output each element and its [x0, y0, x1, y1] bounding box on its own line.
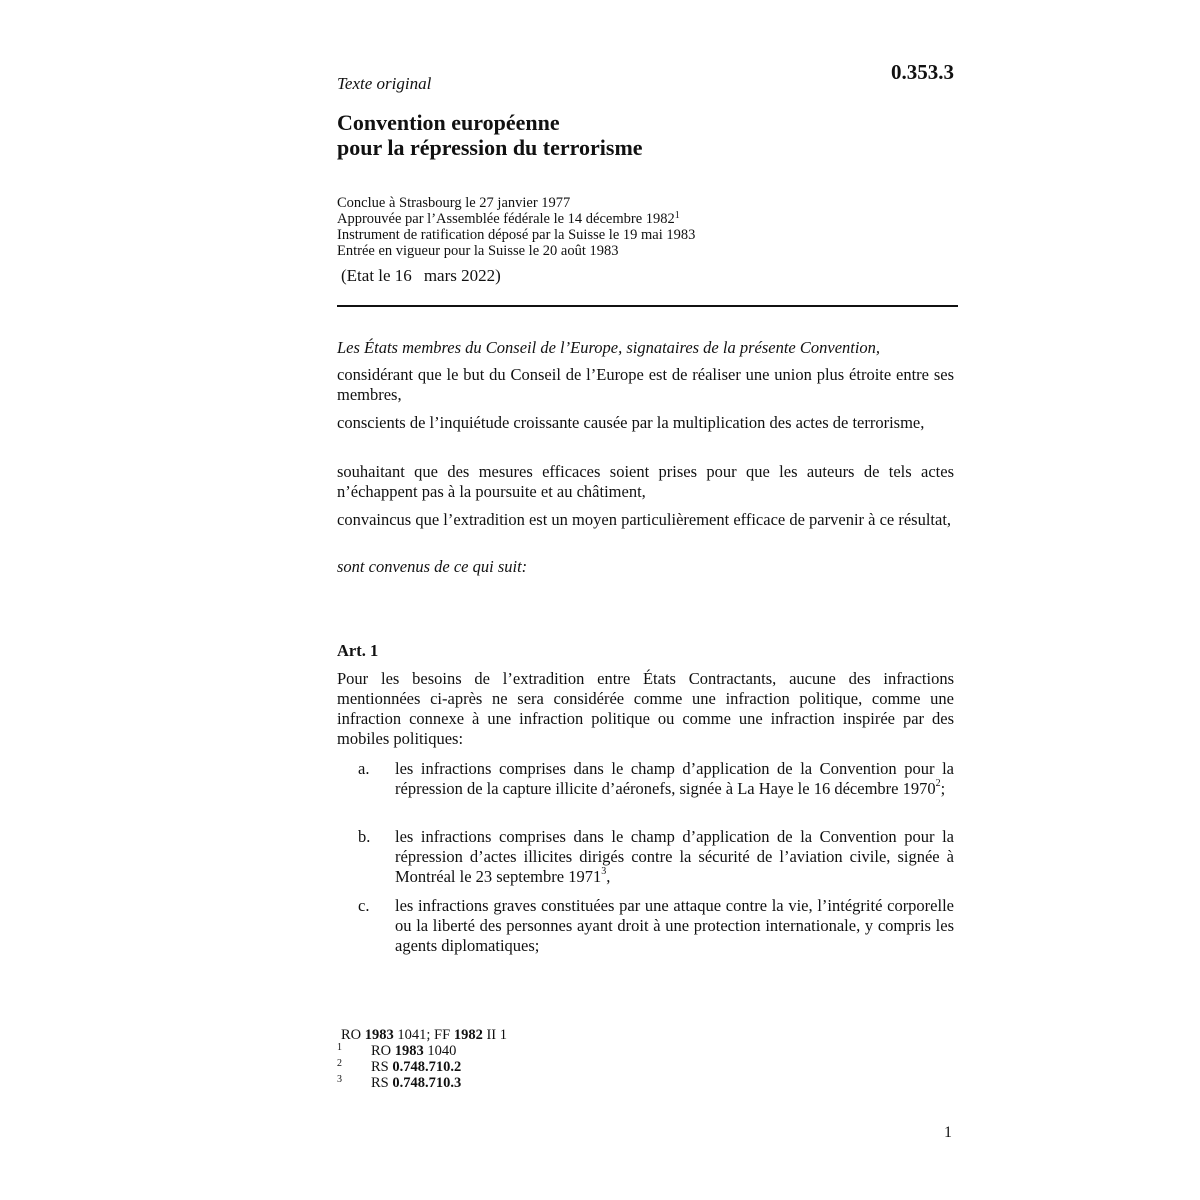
footnote-ref-3[interactable]: 3: [601, 866, 607, 877]
source-ro-label: RO: [341, 1027, 362, 1043]
footnote-ref-1[interactable]: 1: [674, 210, 680, 221]
state-date-part-a: (Etat le 16: [341, 266, 412, 285]
footnote-ref-2[interactable]: 2: [935, 778, 941, 789]
preamble-closing: sont convenus de ce qui suit:: [337, 557, 528, 576]
meta-approved-text: Approuvée par l’Assemblée fédérale le 14 décembre 1982: [337, 211, 675, 227]
preamble-intro: Les États membres du Conseil de l’Europe, signataires de la présente Convention,: [337, 338, 881, 357]
list-item-text: [395, 827, 954, 887]
adoption-metadata: [337, 195, 695, 259]
list-marker: a.: [358, 759, 370, 778]
footnote-prefix: RS: [371, 1059, 389, 1075]
list-item: [358, 827, 954, 887]
document-title: [337, 110, 643, 160]
article-1-heading: Art. 1: [337, 641, 379, 660]
meta-concluded: Conclue à Strasbourg le 27 janvier 1977: [337, 195, 571, 211]
state-date-part-b: mars 2022): [423, 266, 501, 285]
list-marker: c.: [358, 896, 370, 915]
footnote-number: 2: [337, 1058, 342, 1069]
meta-approved: [337, 211, 695, 227]
source-ff-year: 1982: [453, 1027, 483, 1043]
source-ff-label: 1041; FF: [397, 1027, 451, 1043]
title-line-1: Convention européenne: [337, 110, 560, 135]
header-divider: [337, 305, 958, 307]
footnote-reference[interactable]: 1983: [394, 1043, 424, 1059]
source-ff-page: II 1: [486, 1027, 507, 1043]
document-number: 0.353.3: [891, 60, 954, 84]
list-item-body: les infractions comprises dans le champ d’application de la Convention pour la répression d’actes illicites dirigés contre la sécurité de l’aviation civile, signée à Montréal le 23 septembre 1971: [395, 827, 954, 886]
footnote-prefix: RS: [371, 1075, 389, 1091]
page-number: 1: [944, 1124, 952, 1141]
footnote-suffix: 1040: [427, 1043, 457, 1059]
list-item-body: les infractions graves constituées par une attaque contre la vie, l’intégrité corporelle ou la liberté des personnes ayant droit à une protection internationale, y compris les agents diplomatiques;: [395, 896, 954, 955]
footnote-text: [371, 1059, 461, 1075]
source-ro-year: 1983: [364, 1027, 394, 1043]
footnote-text: [371, 1075, 461, 1091]
original-text-label: Texte original: [337, 74, 432, 93]
meta-entry-into-force: Entrée en vigueur pour la Suisse le 20 août 1983: [337, 243, 619, 259]
article-1-text: Pour les besoins de l’extradition entre États Contractants, aucune des infractions mentionnées ci-après ne sera considérée comme une infraction politique, comme une infraction connexe à une infraction politique ou comme une infraction inspirée par des mobiles politiques:: [337, 669, 954, 748]
preamble-paragraph-2: conscients de l’inquiétude croissante causée par la multiplication des actes de terrorisme,: [337, 413, 925, 432]
list-item: [358, 759, 954, 819]
list-item: [358, 896, 954, 956]
title-line-2: pour la répression du terrorisme: [337, 135, 643, 160]
footnote-number: 1: [337, 1042, 342, 1053]
list-item-text: [395, 759, 954, 799]
list-item-text: [395, 896, 954, 956]
footnote-reference[interactable]: 0.748.710.2: [392, 1059, 462, 1075]
preamble-paragraph-3: souhaitant que des mesures efficaces soient prises pour que les auteurs de tels actes n’échappent pas à la poursuite et au châtiment,: [337, 462, 954, 501]
preamble-paragraph-1: considérant que le but du Conseil de l’Europe est de réaliser une union plus étroite entre ses membres,: [337, 365, 954, 404]
list-item-tail: ,: [606, 867, 611, 886]
meta-ratification: Instrument de ratification déposé par la Suisse le 19 mai 1983: [337, 227, 696, 243]
list-item-body: les infractions comprises dans le champ d’application de la Convention pour la répression de la capture illicite d’aéronefs, signée à La Haye le 16 décembre 1970: [395, 759, 954, 798]
list-marker: b.: [358, 827, 371, 846]
footnote-prefix: RO: [371, 1043, 392, 1059]
footnote-reference[interactable]: 0.748.710.3: [392, 1075, 462, 1091]
preamble-paragraph-4: convaincus que l’extradition est un moyen particulièrement efficace de parvenir à ce résultat,: [337, 510, 952, 529]
footnote-number: 3: [337, 1074, 342, 1085]
footnote-text: [371, 1043, 456, 1059]
source-reference-text: [341, 1027, 507, 1043]
list-item-tail: ;: [940, 779, 946, 798]
state-date: [341, 266, 501, 286]
